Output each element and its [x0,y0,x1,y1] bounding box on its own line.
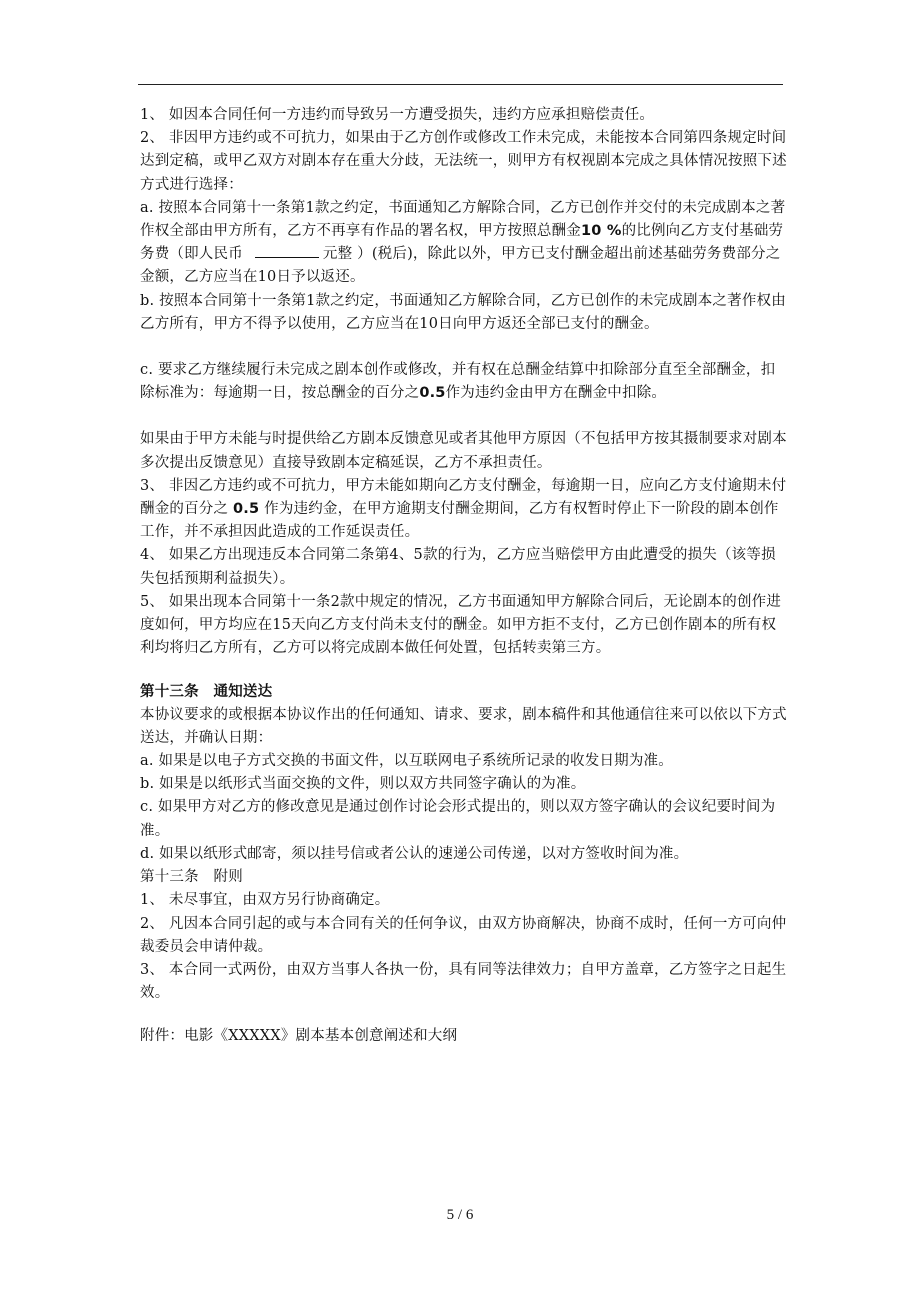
spacer [140,660,790,680]
section-13-intro: 本协议要求的或根据本协议作出的任何通知、请求、要求，剧本稿件和其他通信往来可以依以下方式送达，并确认日期： [140,706,787,746]
page-number: 5 / 6 [446,1207,474,1223]
amount-blank [255,243,319,258]
section-13-item-c: c. 如果甲方对乙方的修改意见是通过创作讨论会形式提出的，则以双方签字确认的会议纪要时间为准。 [140,799,776,839]
clause-1: 1、 如因本合同任何一方违约而导致另一方遭受损失，违约方应承担赔偿责任。 [140,107,655,123]
option-a-text-2: 的比例向乙方支付基础劳务费（即人民币 [140,223,784,263]
spacer [140,405,790,428]
option-a [140,197,790,290]
section-13-item-b: b. 如果是以纸形式当面交换的文件，则以双方共同签字确认的为准。 [140,776,586,793]
section-13-item-a: a. 如果是以电子方式交换的书面文件，以互联网电子系统所记录的收发日期为准。 [140,753,673,770]
final-item-2: 2、 凡因本合同引起的或与本合同有关的任何争议，由双方协商解决，协商不成时，任何一方可向仲裁委员会申请仲裁。 [140,915,787,955]
option-a-text-3: 元整 ）(税后)，除此以外，甲方已支付酬金超出前述基础劳务费部分之金额，乙方应当在10日予以返还。 [140,246,781,286]
section-13-heading: 第十三条 通知送达 [140,683,273,701]
final-section-heading: 第十三条 附则 [140,869,243,886]
option-a-percent: 10 % [581,223,622,240]
clause-3-rate: 0.5 [233,501,260,518]
clause-2: 2、 非因甲方违约或不可抗力，如果由于乙方创作或修改工作未完成，未能按本合同第四条规定时间达到定稿，或甲乙双方对剧本存在重大分歧，无法统一，则甲方有权视剧本完成之具体情况按照下述方式进行选择： [140,130,787,193]
clause-3-text-2: 作为违约金，在甲方逾期支付酬金期间，乙方有权暂时停止下一阶段的剧本创作工作，并不承担因此造成的工作延误责任。 [140,501,779,541]
final-item-3: 3、 本合同一式两份，由双方当事人各执一份，具有同等法律效力；自甲方盖章，乙方签字之日起生效。 [140,961,787,1002]
attachment-note: 附件：电影《XXXXX》剧本基本创意阐述和大纲 [140,1028,458,1045]
option-c-text-2: 作为违约金由甲方在酬金中扣除。 [445,385,667,402]
clause-3 [140,475,790,545]
document-body [140,104,790,1049]
final-item-1: 1、 未尽事宜，由双方另行协商确定。 [140,892,390,909]
spacer [140,336,790,359]
party-a-delay-clause: 如果由于甲方未能与时提供给乙方剧本反馈意见或者其他甲方原因（不包括甲方按其摄制要求对剧本多次提出反馈意见）直接导致剧本定稿延误，乙方不承担责任。 [140,431,787,471]
clause-5: 5、 如果出现本合同第十一条2款中规定的情况，乙方书面通知甲方解除合同后，无论剧本的创作进度如何，甲方均应在15天向乙方支付尚未支付的酬金。如甲方拒不支付，乙方已创作剧本的所有权利均将归乙方所有，乙方可以将完成剧本做任何处置，包括转卖第三方。 [140,593,782,657]
spacer [140,1005,790,1025]
option-c-text-1: c. 要求乙方继续履行未完成之剧本创作或修改，并有权在总酬金结算中扣除部分直至全部酬金，扣除标准为：每逾期一日，按总酬金的百分之 [140,362,776,402]
clause-3-text-1: 3、 非因乙方违约或不可抗力，甲方未能如期向乙方支付酬金，每逾期一日，应向乙方支付逾期未付酬金的百分之 [140,477,787,518]
option-a-text-1: a. 按照本合同第十一条第1款之约定，书面通知乙方解除合同，乙方已创作并交付的未完成剧本之著作权全部由甲方所有，乙方不再享有作品的署名权，甲方按照总酬金 [140,199,786,240]
option-c [140,359,790,405]
section-13-item-d: d. 如果以纸形式邮寄，须以挂号信或者公认的速递公司传递，以对方签收时间为准。 [140,845,689,862]
header-rule [138,84,783,85]
option-b: b. 按照本合同第十一条第1款之约定，书面通知乙方解除合同，乙方已创作的未完成剧本之著作权由乙方所有，甲方不得予以使用，乙方应当在10日向甲方返还全部已支付的酬金。 [140,292,786,332]
option-c-rate: 0.5 [419,385,446,402]
clause-4: 4、 如果乙方出现违反本合同第二条第4、5款的行为，乙方应当赔偿甲方由此遭受的损失（该等损失包括预期利益损失）。 [140,547,776,587]
